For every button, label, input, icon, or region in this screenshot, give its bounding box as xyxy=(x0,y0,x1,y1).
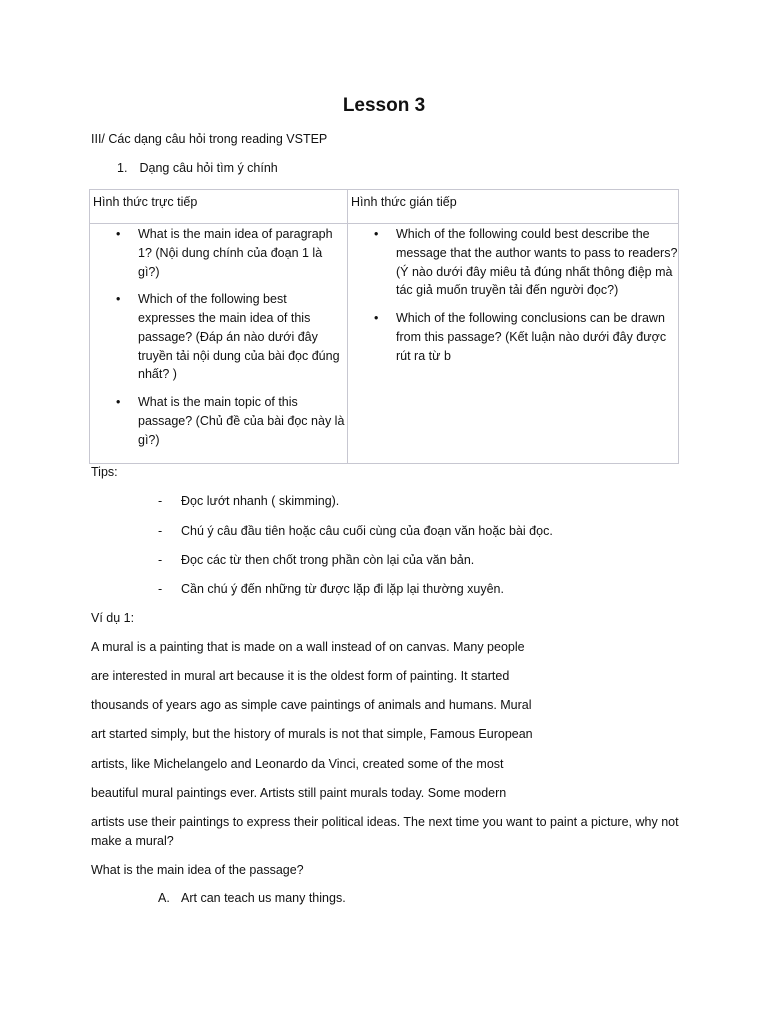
table-body-row xyxy=(90,224,679,464)
tip-text: Đọc các từ then chốt trong phần còn lại của văn bản. xyxy=(181,553,475,567)
passage-line: art started simply, but the history of murals is not that simple, Famous European xyxy=(91,727,533,741)
direct-questions-cell xyxy=(90,224,348,464)
passage-line: thousands of years ago as simple cave paintings of animals and humans. Mural xyxy=(91,698,532,712)
dash-marker: - xyxy=(158,553,163,567)
dash-marker: - xyxy=(158,524,163,538)
tip-text: Cần chú ý đến những từ được lặp đi lặp lại thường xuyên. xyxy=(181,582,504,596)
tip-item xyxy=(158,492,339,511)
lesson-title: Lesson 3 xyxy=(342,95,426,116)
passage-line: beautiful mural paintings ever. Artists still paint murals today. Some modern xyxy=(91,786,507,800)
table-header-row xyxy=(90,190,679,224)
passage-line: artists use their paintings to express their political ideas. The next time you want to paint a picture, why not make a mural? xyxy=(91,815,679,848)
list-item: • What is the main topic of this passage? (Chủ đề của bài đọc này là gì?) xyxy=(90,393,347,449)
tip-item xyxy=(158,551,474,570)
passage-line: are interested in mural art because it is the oldest form of painting. It started xyxy=(91,669,510,683)
tips-label: Tips: xyxy=(91,465,118,479)
option-text: Art can teach us many things. xyxy=(181,891,346,905)
tip-text: Đọc lướt nhanh ( skimming). xyxy=(181,494,340,508)
direct-questions-list xyxy=(90,225,347,449)
tip-text: Chú ý câu đầu tiên hoặc câu cuối cùng của đoạn văn hoặc bài đọc. xyxy=(181,524,553,538)
question-text: What is the main idea of the passage? xyxy=(91,863,304,877)
list-item: • Which of the following could best describe the message that the author wants to pass to readers? (Ý nào dưới đây miêu tả đúng nhất thông điệp mà tác giả muốn truyền tải đến người đọc?) xyxy=(348,225,678,300)
subsection-heading xyxy=(117,159,278,178)
tip-item xyxy=(158,522,553,541)
answer-option-a xyxy=(158,889,346,908)
header-direct: Hình thức trực tiếp xyxy=(90,190,348,224)
dash-marker: - xyxy=(158,582,163,596)
option-letter: A. xyxy=(158,891,170,905)
subsection-number: 1. xyxy=(117,161,128,175)
header-indirect: Hình thức gián tiếp xyxy=(348,190,679,224)
list-item: • What is the main idea of paragraph 1? (Nội dung chính của đoạn 1 là gì?) xyxy=(90,225,347,281)
dash-marker: - xyxy=(158,494,163,508)
passage-line: A mural is a painting that is made on a wall instead of on canvas. Many people xyxy=(91,640,525,654)
subsection-text: Dạng câu hỏi tìm ý chính xyxy=(139,161,278,175)
list-item: • Which of the following conclusions can be drawn from this passage? (Kết luận nào dưới đây được rút ra từ b xyxy=(348,309,678,365)
example-label: Ví dụ 1: xyxy=(91,611,135,625)
section-heading: III/ Các dạng câu hỏi trong reading VSTEP xyxy=(91,132,328,146)
question-type-table xyxy=(89,189,679,464)
indirect-questions-list xyxy=(348,225,678,365)
indirect-questions-cell xyxy=(348,224,679,464)
tip-item xyxy=(158,580,504,599)
passage-line: artists, like Michelangelo and Leonardo da Vinci, created some of the most xyxy=(91,757,504,771)
list-item: • Which of the following best expresses the main idea of this passage? (Đáp án nào dưới đây truyền tải nội dung của bài đọc đúng nhất? ) xyxy=(90,290,347,384)
